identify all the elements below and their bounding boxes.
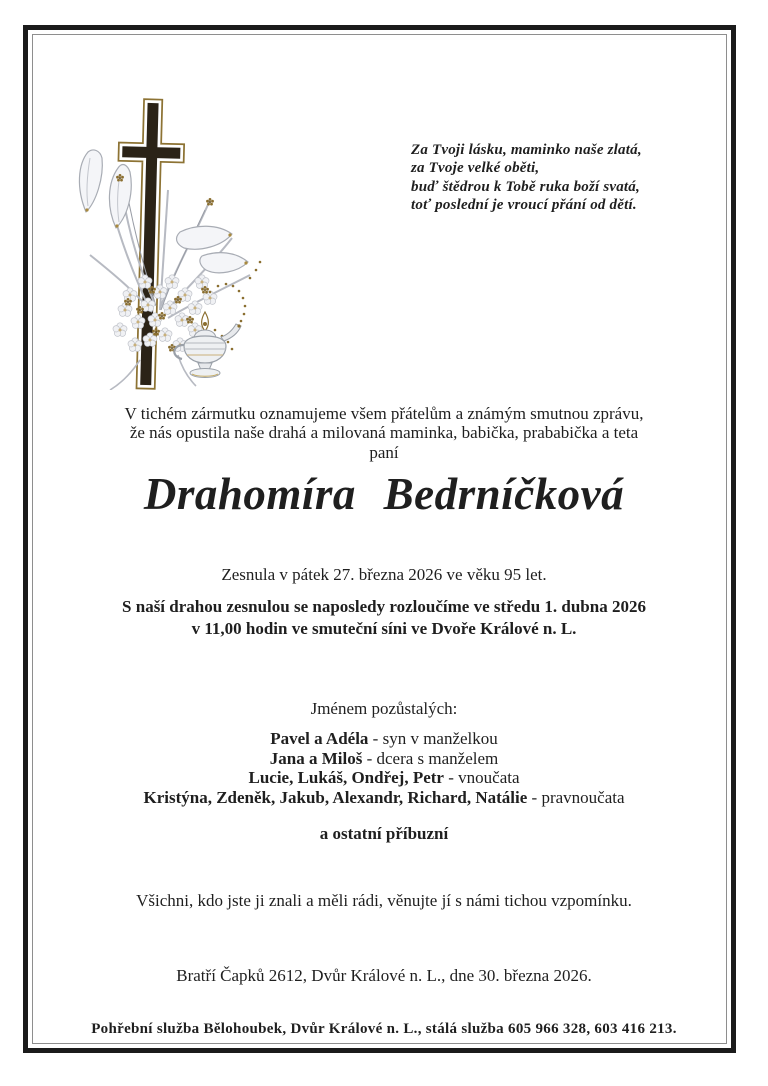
funeral-service-footer: Pohřební služba Bělohoubek, Dvůr Králové n. L., stálá služba 605 966 328, 603 416 213. bbox=[91, 1021, 677, 1037]
survivor-row bbox=[0, 768, 768, 788]
verse-line: za Tvoje velké oběti, bbox=[411, 160, 540, 177]
address-date-line: Bratří Čapků 2612, Dvůr Králové n. L., dne 30. března 2026. bbox=[176, 966, 592, 985]
funeral-details bbox=[0, 596, 768, 639]
verse-line: Za Tvoji lásku, maminko naše zlatá, bbox=[411, 142, 642, 158]
verse-line: toť poslední je vroucí přání od dětí. bbox=[411, 197, 637, 214]
death-date-line: Zesnula v pátek 27. března 2026 ve věku 95 let. bbox=[221, 565, 547, 584]
funeral-details-line: S naší drahou zesnulou se naposledy rozloučíme ve středu 1. dubna 2026 bbox=[122, 597, 646, 616]
announcement-line: že nás opustila naše drahá a milovaná maminka, babička, prababička a teta bbox=[129, 423, 639, 443]
cross-and-flowers-illustration bbox=[60, 60, 300, 390]
survivor-row bbox=[0, 749, 768, 769]
survivor-names: Lucie, Lukáš, Ondřej, Petr bbox=[248, 768, 444, 788]
survivor-relation: - dcera s manželem bbox=[366, 748, 499, 768]
announcement-line: V tichém zármutku oznamujeme všem přátelům a známým smutnou zprávu, bbox=[124, 404, 644, 423]
title-prefix: paní bbox=[369, 442, 399, 462]
survivor-names: Kristýna, Zdeněk, Jakub, Alexandr, Richard, Natálie bbox=[143, 787, 528, 807]
dedication-verse bbox=[411, 141, 642, 215]
announcement-text bbox=[0, 404, 768, 462]
remembrance-line: Všichni, kdo jste ji znali a měli rádi, věnujte jí s námi tichou vzpomínku. bbox=[136, 891, 632, 910]
survivor-row bbox=[0, 788, 768, 808]
deceased-name: Drahomíra Bedrníčková bbox=[143, 469, 625, 519]
verse-line: buď štědrou k Tobě ruka boží svatá, bbox=[411, 178, 640, 195]
survivor-names: Pavel a Adéla bbox=[270, 729, 369, 748]
survivors-heading: Jménem pozůstalých: bbox=[310, 699, 458, 718]
survivor-names: Jana a Miloš bbox=[269, 748, 363, 768]
survivor-relation: - vnoučata bbox=[448, 768, 520, 788]
survivor-relation: - pravnoučata bbox=[531, 787, 625, 807]
survivors-list bbox=[0, 729, 768, 807]
funeral-details-line: v 11,00 hodin ve smuteční síni ve Dvoře Králové n. L. bbox=[191, 618, 577, 638]
other-relatives-line: a ostatní příbuzní bbox=[319, 824, 449, 843]
survivor-row bbox=[0, 729, 768, 749]
survivor-relation: - syn v manželkou bbox=[372, 729, 498, 748]
